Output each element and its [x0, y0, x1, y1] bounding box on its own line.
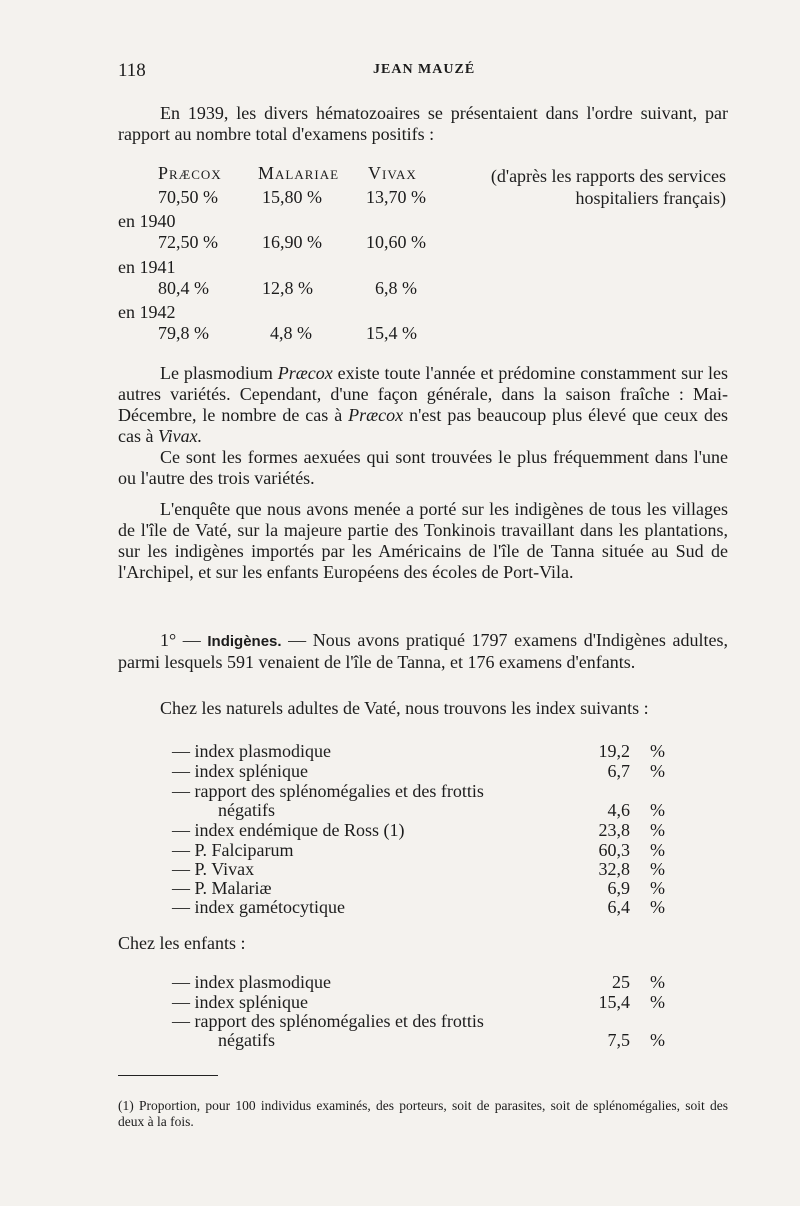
table-cell: 15,4 %	[366, 323, 417, 343]
column-header-vivax: Vivax	[368, 163, 417, 183]
section-indigenes: 1° — Indigènes. — Nous avons pratiqué 1797 examens d'Indigènes adultes, parmi lesquels 591 venaient de l'île de Tanna, et 176 examens d'enfants.	[118, 630, 728, 672]
list-value: 6,7	[607, 761, 630, 781]
list-value: 4,6	[607, 800, 630, 820]
list-item: — P. Vivax	[172, 859, 255, 879]
list-item: — index splénique	[172, 761, 308, 781]
footnote-divider	[118, 1075, 218, 1076]
table-cell: 13,70 %	[366, 187, 426, 207]
table-year: en 1942	[118, 302, 176, 322]
formes-paragraph: Ce sont les formes aexuées qui sont trouvées le plus fréquemment dans l'une ou l'autre des trois variétés.	[118, 447, 728, 488]
table-cell: 6,8 %	[375, 278, 417, 298]
list-unit: %	[650, 840, 665, 860]
footnote: (1) Proportion, pour 100 individus examinés, des porteurs, soit de parasites, soit de splénomégalies, soit des deux à la fois.	[118, 1098, 728, 1129]
list-value: 60,3	[598, 840, 630, 860]
list-unit: %	[650, 972, 665, 992]
table-year: en 1940	[118, 211, 176, 231]
list-value: 25	[612, 972, 630, 992]
list-item: — rapport des splénomégalies et des frottis	[172, 781, 484, 801]
page-number: 118	[118, 60, 146, 81]
column-header-praecox: Præcox	[158, 163, 222, 183]
list-unit: %	[650, 992, 665, 1012]
table-cell: 80,4 %	[158, 278, 209, 298]
list-unit: %	[650, 1030, 665, 1050]
list-unit: %	[650, 897, 665, 917]
list-item: — rapport des splénomégalies et des frottis	[172, 1011, 484, 1031]
column-header-malariae: Malariae	[258, 163, 340, 183]
list-unit: %	[650, 761, 665, 781]
list-value: 23,8	[598, 820, 630, 840]
adults-intro: Chez les naturels adultes de Vaté, nous trouvons les index suivants :	[160, 698, 649, 718]
list-unit: %	[650, 741, 665, 761]
table-cell: 70,50 %	[158, 187, 218, 207]
table-cell: 16,90 %	[262, 232, 322, 252]
page-header	[118, 60, 718, 84]
list-item: — index splénique	[172, 992, 308, 1012]
intro-paragraph: En 1939, les divers hématozoaires se présentaient dans l'ordre suivant, par rapport au nombre total d'examens positifs :	[118, 103, 728, 144]
running-head: JEAN MAUZÉ	[373, 62, 476, 77]
list-item: — index plasmodique	[172, 972, 331, 992]
plasmodium-paragraph: Le plasmodium Præcox existe toute l'année et prédomine constamment sur les autres variétés. Cependant, d'une façon générale, dans la saison fraîche : Mai-Décembre, le nombre de cas à Præcox n'est pas beaucoup plus élevé que ceux des cas à Vivax.	[118, 363, 728, 446]
list-item: — index gamétocytique	[172, 897, 345, 917]
list-unit: %	[650, 820, 665, 840]
list-value: 7,5	[607, 1030, 630, 1050]
list-item: — index plasmodique	[172, 741, 331, 761]
table-year: en 1941	[118, 257, 176, 277]
table-cell: 15,80 %	[262, 187, 322, 207]
list-item: négatifs	[218, 800, 275, 820]
list-unit: %	[650, 859, 665, 879]
children-intro: Chez les enfants :	[118, 933, 246, 953]
list-value: 15,4	[598, 992, 630, 1012]
table-cell: 79,8 %	[158, 323, 209, 343]
table-cell: 12,8 %	[262, 278, 313, 298]
list-item: — P. Falciparum	[172, 840, 294, 860]
table-cell: 4,8 %	[270, 323, 312, 343]
list-unit: %	[650, 878, 665, 898]
list-value: 6,4	[607, 897, 630, 917]
enquete-paragraph: L'enquête que nous avons menée a porté sur les indigènes de tous les villages de l'île de Vaté, sur la majeure partie des Tonkinois travaillant dans les plantations, sur les indigènes importés par les Américains de l'île de Tanna située au Sud de l'Archipel, et sur les enfants Européens des écoles de Port-Vila.	[118, 499, 728, 582]
section-label: Indigènes.	[207, 633, 282, 650]
list-item: — P. Malariæ	[172, 878, 272, 898]
table-cell: 10,60 %	[366, 232, 426, 252]
list-unit: %	[650, 800, 665, 820]
list-item: négatifs	[218, 1030, 275, 1050]
table-cell: 72,50 %	[158, 232, 218, 252]
list-item: — index endémique de Ross (1)	[172, 820, 405, 840]
source-note: (d'après les rapports des services hospitaliers français)	[490, 166, 726, 208]
list-value: 6,9	[607, 878, 630, 898]
list-value: 32,8	[598, 859, 630, 879]
list-value: 19,2	[598, 741, 630, 761]
